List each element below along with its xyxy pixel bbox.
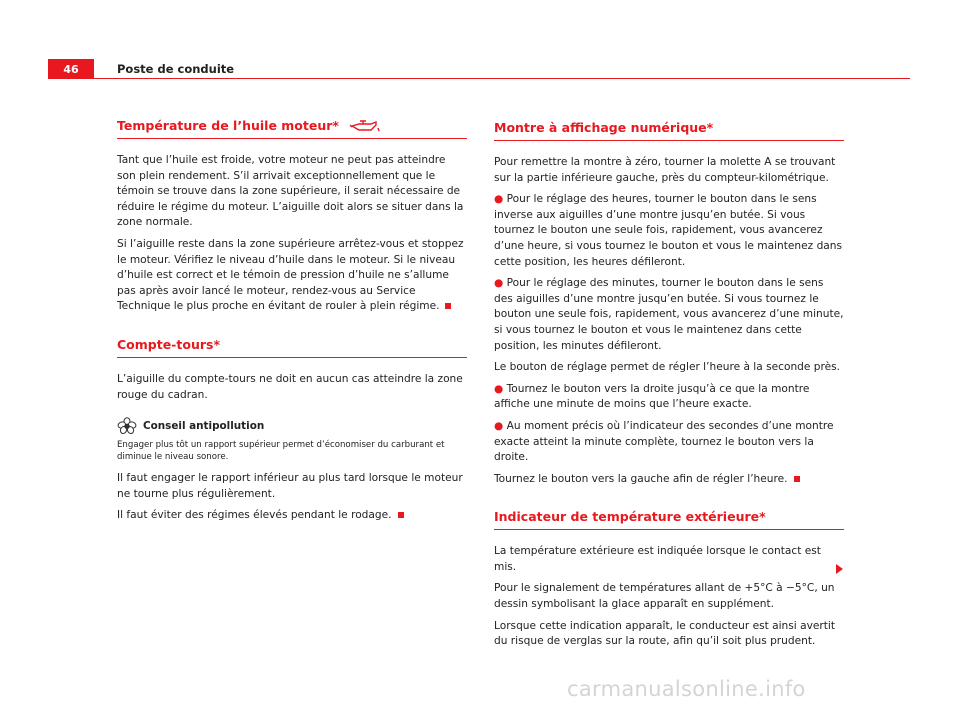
bullet-icon: ● <box>494 277 504 290</box>
right-column <box>494 120 844 656</box>
oil-paragraph-1: Tant que l’huile est froide, votre moteur ne peut pas atteindre son plein rendement. S’il arrivait exceptionnellement que le témoin se trouve dans la zone supérieure, il serait nécessaire de réduire le régime du moteur. L’aiguille doit alors se situer dans la zone normale. <box>117 154 464 229</box>
pollution-notice-text: Engager plus tôt un rapport supérieur permet d’économiser du carburant et diminue le niveau sonore. <box>117 440 445 463</box>
clock-bullet-minutes-text: Pour le réglage des minutes, tourner le bouton dans le sens des aiguilles d’une montre jusqu’en butée. Si vous tournez le bouton une seule fois, rapidement, vous avancerez d’une minute, si vous tournez le bouton et vous le maintenez dans cette position, les minutes défileront. <box>494 277 844 352</box>
end-of-section-marker <box>445 303 451 309</box>
digital-clock-heading-text: Montre à affichage numérique* <box>494 120 714 135</box>
clock-bullet-right-text: Tournez le bouton vers la droite jusqu’à ce que la montre affiche une minute de moins que l’heure exacte. <box>494 382 810 411</box>
clock-bullet-right <box>494 382 844 413</box>
rev-paragraph-2: Il faut engager le rapport inférieur au plus tard lorsque le moteur ne tourne plus régulièrement. <box>117 472 463 500</box>
rev-paragraph-1: L’aiguille du compte-tours ne doit en aucun cas atteindre la zone rouge du cadran. <box>117 372 463 401</box>
bullet-icon: ● <box>494 419 504 432</box>
continue-arrow-icon <box>836 564 843 574</box>
watermark: carmanualsonline.info <box>567 677 806 701</box>
oil-temperature-heading <box>117 118 467 139</box>
oil-paragraph-2-text: Si l’aiguille reste dans la zone supérieure arrêtez-vous et stoppez le moteur. Vérifiez le niveau d’huile dans le moteur. Si le niveau d’huile est correct et le témoin de pression d’huile ne s’allume pas après avoir lancé le moteur, rendez-vous au Service Technique le plus proche en évitant de rouler à plein régime. <box>117 237 464 313</box>
pollution-notice-title-text: Conseil antipollution <box>143 420 265 433</box>
oil-can-icon <box>349 119 383 133</box>
end-of-section-marker <box>794 476 800 482</box>
header-divider <box>48 78 910 79</box>
clock-bullet-seconds-text: Au moment précis où l’indicateur des secondes d’une montre exacte atteint la minute complète, tournez le bouton vers la droite. <box>494 419 834 464</box>
flower-icon <box>117 417 137 435</box>
pollution-notice-title <box>117 417 467 435</box>
bullet-icon: ● <box>494 382 504 395</box>
oil-temperature-heading-text: Température de l’huile moteur* <box>117 118 339 133</box>
end-of-section-marker <box>398 512 404 518</box>
clock-paragraph-3-text: Tournez le bouton vers la gauche afin de régler l’heure. <box>494 472 788 485</box>
left-column <box>117 118 467 530</box>
temp-paragraph-1: La température extérieure est indiquée lorsque le contact est mis. <box>494 545 821 573</box>
temp-paragraph-3: Lorsque cette indication apparaît, le conducteur est ainsi avertit du risque de verglas sur la route, afin qu’il soit plus prudent. <box>494 619 835 648</box>
clock-bullet-hours <box>494 192 844 270</box>
chapter-title: Poste de conduite <box>117 62 235 76</box>
outside-temperature-heading-text: Indicateur de température extérieure* <box>494 509 766 525</box>
rev-counter-heading-text: Compte-tours* <box>117 336 220 352</box>
rev-paragraph-3 <box>117 508 467 524</box>
rev-paragraph-3-text: Il faut éviter des régimes élevés pendant le rodage. <box>117 509 392 522</box>
digital-clock-heading <box>494 120 844 141</box>
clock-paragraph-2: Le bouton de réglage permet de régler l’heure à la seconde près. <box>494 361 841 374</box>
clock-paragraph-1: Pour remettre la montre à zéro, tourner la molette A se trouvant sur la partie inférieure gauche, près du compteur-kilométrique. <box>494 156 836 184</box>
outside-temperature-heading <box>494 509 844 530</box>
oil-paragraph-2 <box>117 237 467 315</box>
clock-bullet-hours-text: Pour le réglage des heures, tourner le bouton dans le sens inverse aux aiguilles d’une montre jusqu’en butée. Si vous tournez le bouton une seule fois, rapidement, vous avancerez d’une heure, si vous tournez le bouton et vous le maintenez dans cette position, les heures défileront. <box>494 193 843 268</box>
clock-bullet-seconds <box>494 419 844 466</box>
bullet-icon: ● <box>494 193 504 206</box>
temp-paragraph-2: Pour le signalement de températures allant de +5°C à −5°C, un dessin symbolisant la glace apparaît en supplément. <box>494 582 835 611</box>
clock-bullet-minutes <box>494 276 844 354</box>
rev-counter-heading <box>117 337 467 358</box>
page-number: 46 <box>48 59 94 79</box>
clock-paragraph-3 <box>494 472 844 488</box>
